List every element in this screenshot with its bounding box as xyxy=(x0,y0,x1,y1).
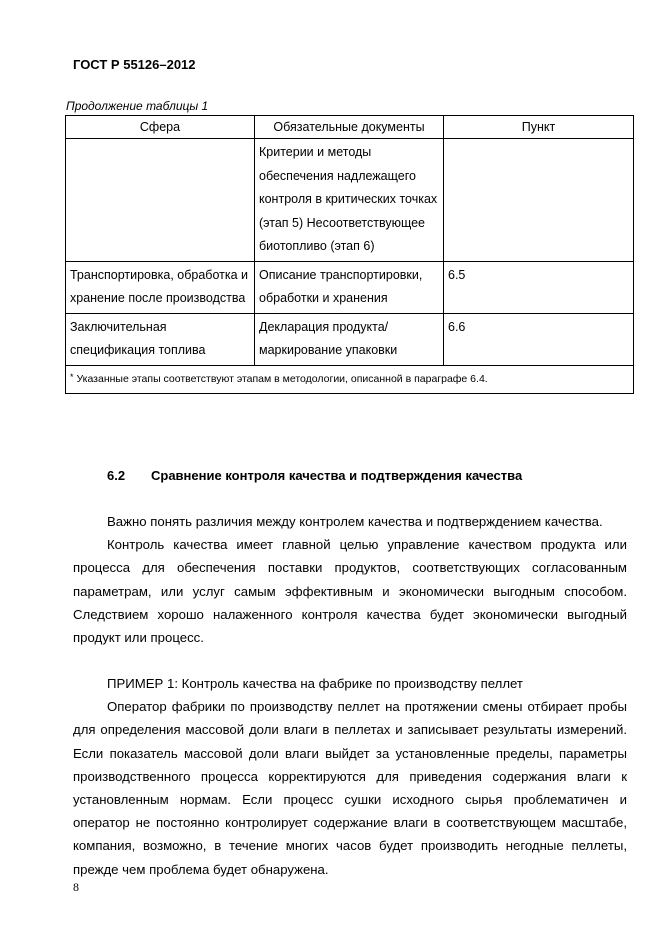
table-cell-documents: Декларация продукта/маркирование упаковки xyxy=(255,313,444,365)
table-cell-scope xyxy=(66,139,255,262)
table-row xyxy=(66,313,634,365)
example-block xyxy=(73,672,627,881)
column-header-scope: Сфера xyxy=(66,116,255,139)
section-number: 6.2 xyxy=(107,468,126,483)
example-title: ПРИМЕР 1: Контроль качества на фабрике по производству пеллет xyxy=(107,676,523,691)
table-footnote xyxy=(66,365,634,394)
section-heading xyxy=(107,468,522,483)
section-title: Сравнение контроля качества и подтверждения качества xyxy=(151,468,523,483)
body-text xyxy=(73,510,627,649)
table-header-row xyxy=(66,116,634,139)
table-cell-scope: Транспортировка, обработка и хранение после производства xyxy=(66,261,255,313)
column-header-clause: Пункт xyxy=(444,116,634,139)
footnote-text: Указанные этапы соответствуют этапам в методологии, описанной в параграфе 6.4. xyxy=(76,372,488,385)
table-footnote-row xyxy=(66,365,634,394)
table-row xyxy=(66,139,634,262)
document-header: ГОСТ Р 55126–2012 xyxy=(73,57,196,72)
table-cell-clause: 6.5 xyxy=(444,261,634,313)
paragraph: Важно понять различия между контролем качества и подтверждением качества. xyxy=(107,514,603,529)
table-cell-documents: Описание транспортировки, обработки и хранения xyxy=(255,261,444,313)
table-cell-documents: Критерии и методы обеспечения надлежащего контроля в критических точках (этап 5) Несоответствующее биотопливо (этап 6) xyxy=(255,139,444,262)
example-text: Оператор фабрики по производству пеллет на протяжении смены отбирает пробы для определения массовой доли влаги в пеллетах и записывает результаты измерений. Если показатель массовой доли влаги выйдет за установленные пределы, параметры производственного процесса корректируются для приведения содержания влаги к установленным нормам. Если процесс сушки исходного сырья проблематичен и оператор не постоянно контролирует содержание влаги в соответствующем масштабе, компания, возможно, в течение многих часов будет производить негодные пеллеты, прежде чем проблема будет обнаружена. xyxy=(73,699,627,877)
requirements-table xyxy=(65,115,634,394)
table-continuation-label: Продолжение таблицы 1 xyxy=(66,99,209,113)
table-row xyxy=(66,261,634,313)
table-cell-clause: 6.6 xyxy=(444,313,634,365)
column-header-documents: Обязательные документы xyxy=(255,116,444,139)
table-cell-scope: Заключительная спецификация топлива xyxy=(66,313,255,365)
page-number: 8 xyxy=(73,880,79,894)
footnote-marker: * xyxy=(70,371,74,382)
paragraph: Контроль качества имеет главной целью управление качеством продукта или процесса для обеспечения поставки продуктов, соответствующих согласованным параметрам, или услуг самым эффективным и экономически выгодным способом. Следствием хорошо налаженного контроля качества будет экономически выгодный продукт или процесс. xyxy=(73,537,627,646)
table-cell-clause xyxy=(444,139,634,262)
